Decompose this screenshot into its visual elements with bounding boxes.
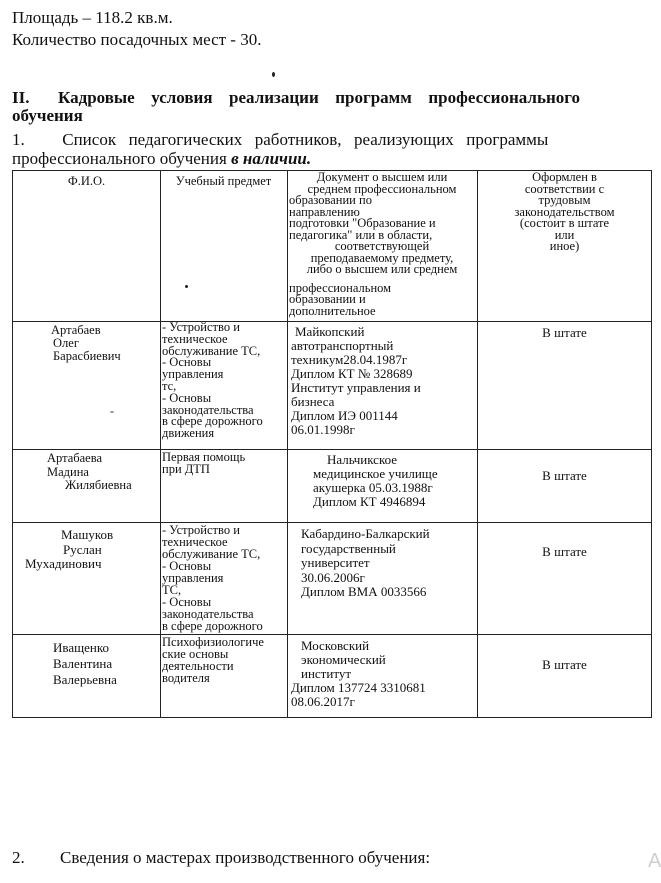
row2-fio bbox=[47, 452, 132, 493]
row4-subject bbox=[162, 636, 264, 684]
subject-line: движения bbox=[162, 426, 215, 441]
header-document-line: Документ о высшем или bbox=[316, 170, 448, 184]
header-status-line: или bbox=[554, 227, 575, 242]
fio-line: Мухадинович bbox=[25, 556, 102, 571]
subject-line: - Основы bbox=[162, 595, 212, 609]
col-divider-2 bbox=[287, 171, 288, 717]
row3-fio bbox=[25, 528, 113, 572]
header-document-line: преподаваемому предмету, bbox=[310, 250, 454, 265]
section-number: II. bbox=[12, 88, 30, 107]
subject-line: ские основы bbox=[162, 647, 229, 661]
document-line: 06.01.1998г bbox=[291, 422, 355, 437]
subject-line: обслуживание ТС, bbox=[162, 343, 261, 358]
section-title-part1: Кадровые условия реализации программ профессионального bbox=[58, 88, 581, 107]
subject-line: управления bbox=[162, 367, 224, 382]
fio-line: Барасбиевич bbox=[53, 349, 121, 363]
row4-fio bbox=[53, 640, 117, 688]
subject-line: управления bbox=[162, 571, 224, 585]
header-document-line: образовании по bbox=[289, 193, 372, 207]
col-divider-3 bbox=[477, 171, 478, 717]
header-document-line: среднем профессиональном bbox=[307, 181, 457, 196]
document-line: институт bbox=[301, 666, 352, 681]
row-divider-2 bbox=[13, 449, 651, 450]
row2-subject bbox=[162, 451, 245, 475]
document-line: Диплом ВМА 0033566 bbox=[301, 584, 427, 599]
document-line: государственный bbox=[301, 540, 396, 556]
fio-line: Валерьевна bbox=[53, 672, 117, 687]
row4-document bbox=[291, 639, 426, 709]
row4-status: В штате bbox=[542, 657, 587, 672]
header-document-line: подготовки "Образование и bbox=[289, 216, 436, 230]
row-divider-3 bbox=[13, 522, 651, 523]
area-line: Площадь – 118.2 кв.м. bbox=[12, 8, 173, 27]
header-status-line: (состоит в штате bbox=[519, 216, 610, 230]
subject-line: водителя bbox=[162, 671, 210, 685]
document-line: медицинское училище bbox=[313, 466, 438, 481]
staff-table bbox=[12, 170, 652, 718]
item1-line2-text: профессионального обучения bbox=[12, 149, 232, 168]
item1-line2 bbox=[12, 149, 311, 169]
header-status-line: Оформлен в bbox=[532, 170, 597, 184]
document-line: Кабардино-Балкарский bbox=[301, 526, 430, 541]
document-line: 30.06.2006г bbox=[301, 569, 365, 585]
subject-line: - Основы bbox=[162, 390, 212, 405]
row3-document bbox=[301, 527, 430, 600]
item2-text: Сведения о мастерах производственного обучения: bbox=[60, 848, 431, 867]
document-line: Майкопский bbox=[295, 324, 365, 339]
document-line: 08.06.2017г bbox=[291, 694, 355, 709]
row3-status: В штате bbox=[542, 544, 587, 559]
header-document-line: соответствующей bbox=[334, 239, 430, 253]
item1-emphasis: в наличии. bbox=[231, 149, 312, 168]
subject-line: - Основы bbox=[162, 559, 212, 573]
subject-line: при ДТП bbox=[162, 462, 210, 476]
row3-subject bbox=[162, 524, 263, 632]
document-line: университет bbox=[301, 555, 370, 570]
corner-fragment: А bbox=[648, 850, 661, 872]
header-fio: Ф.И.О. bbox=[67, 174, 106, 188]
header-document-line: либо о высшем или среднем bbox=[306, 262, 458, 276]
header-document-line: образовании и bbox=[289, 292, 366, 306]
fio-line: Руслан bbox=[63, 541, 102, 557]
subject-line: Первая помощь bbox=[162, 450, 246, 464]
row1-status: В штате bbox=[542, 325, 587, 340]
fio-line: Олег bbox=[53, 336, 79, 350]
header-document-line: педагогика" или в области, bbox=[289, 227, 433, 242]
scan-speck bbox=[110, 411, 114, 413]
subject-line: законодательства bbox=[162, 402, 254, 417]
subject-line: в сфере дорожного bbox=[162, 619, 263, 633]
row1-document bbox=[291, 325, 421, 437]
subject-line: - Устройство и bbox=[162, 320, 240, 334]
document-line: экономический bbox=[301, 652, 386, 667]
document-line: Диплом КТ 4946894 bbox=[313, 494, 426, 509]
fio-line: Жилябиевна bbox=[65, 478, 132, 492]
document-line: Нальчикское bbox=[327, 452, 398, 467]
document-line: техникум28.04.1987г bbox=[291, 352, 408, 367]
header-document-line: направлению bbox=[289, 204, 360, 219]
subject-line: обслуживание ТС, bbox=[162, 547, 261, 561]
document-line: автотранспортный bbox=[291, 338, 394, 353]
header-subject: Учебный предмет bbox=[175, 174, 272, 188]
subject-line: ТС, bbox=[162, 583, 182, 597]
document-line: Диплом ИЭ 001144 bbox=[291, 408, 398, 423]
scan-speck bbox=[185, 285, 188, 288]
row1-fio bbox=[51, 324, 121, 363]
subject-line: - Основы bbox=[162, 355, 212, 370]
subject-line: в сфере дорожного bbox=[162, 414, 263, 429]
row-divider-1 bbox=[13, 321, 651, 322]
subject-line: законодательства bbox=[162, 607, 254, 621]
fio-line: Артабаева bbox=[47, 451, 103, 465]
document-line: Московский bbox=[301, 638, 370, 653]
fio-line: Мадина bbox=[47, 464, 89, 479]
header-status-line: соответствии с bbox=[524, 181, 605, 196]
header-document-line: дополнительное bbox=[289, 303, 376, 318]
col-divider-1 bbox=[160, 171, 161, 717]
section-title-part2: обучения bbox=[12, 106, 83, 125]
document-line: Диплом 137724 3310681 bbox=[291, 680, 426, 695]
header-status bbox=[478, 172, 651, 253]
header-status-line: иное) bbox=[549, 239, 580, 253]
item1-line1: 1. Список педагогических работников, реализующих программы bbox=[12, 130, 549, 149]
fio-line: Валентина bbox=[53, 656, 113, 671]
subject-line: техническое bbox=[162, 535, 228, 549]
subject-line: тс, bbox=[162, 378, 177, 393]
row1-subject bbox=[162, 322, 263, 440]
subject-line: техническое bbox=[162, 331, 228, 346]
scan-speck bbox=[272, 72, 275, 77]
seats-line: Количество посадочных мест - 30. bbox=[12, 30, 262, 49]
fio-line: Артабаев bbox=[51, 323, 101, 337]
row-divider-4 bbox=[13, 634, 651, 635]
fio-line: Иващенко bbox=[53, 640, 110, 655]
header-status-line: законодательством bbox=[514, 204, 615, 219]
subject-line: деятельности bbox=[162, 659, 234, 673]
fio-line: Машуков bbox=[61, 527, 114, 542]
row2-status: В штате bbox=[542, 468, 587, 483]
item2-number: 2. bbox=[12, 848, 25, 867]
subject-line: Психофизиологиче bbox=[162, 635, 264, 649]
document-line: акушерка 05.03.1988г bbox=[313, 480, 433, 495]
document-line: Институт управления и bbox=[291, 380, 421, 395]
subject-line: - Устройство и bbox=[162, 523, 240, 537]
document-line: бизнеса bbox=[291, 394, 335, 409]
header-document-line: профессиональном bbox=[289, 280, 392, 295]
header-document bbox=[289, 172, 475, 317]
header-status-line: трудовым bbox=[538, 193, 591, 207]
document-line: Диплом КТ № 328689 bbox=[291, 366, 413, 381]
row2-document bbox=[313, 453, 438, 509]
